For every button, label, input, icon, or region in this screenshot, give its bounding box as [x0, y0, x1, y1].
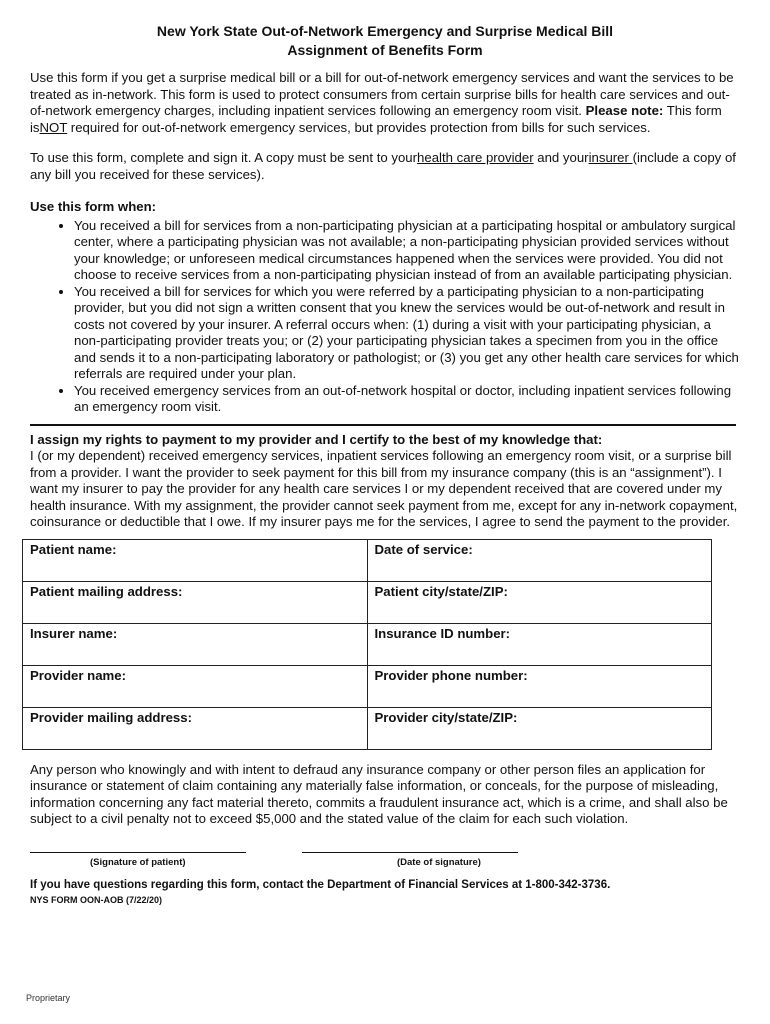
use-when-bullet-2: • You received a bill for services for which you were referred by a participating physician to a non-participating provider, but you did not sign a written consent that you knew the services would be out-of-network and result in costs not covered by your insurer. A referral occurs when: (1) during a visit with your participating physician, a non-participating provider treats you; or (2) your participating physician takes a specimen from you in the office and sends it to a non-participating laboratory or pathologist; or (3) you get any other health care services for which referrals are required under your plan.: [74, 284, 740, 383]
fraud-warning: Any person who knowingly and with intent to defraud any insurance company or other person files an application for insurance or statement of claim containing any materially false information, or conceals, for the purpose of misleading, information concerning any fact material thereto, commits a fraudulent insurance act, which is a crime, and shall also be subject to a civil penalty not to exceed $5,000 and the stated value of the claim for each such violation.: [30, 761, 728, 826]
not-emphasis: NOT: [39, 119, 68, 135]
provider-phone-field[interactable]: [367, 665, 712, 707]
please-note-label: Please note:: [585, 103, 664, 118]
field-label: Provider mailing address:: [30, 709, 192, 725]
use-when-bullet-1: • You received a bill for services from a non-participating physician at a participating hospital or ambulatory surgical center, where a participating physician was not available; a non-participating physician provided services without your knowledge; or unforeseen medical circumstances happened when the services were provided. You did not choose to receive services from a non-participating physician instead of from an available participating physician.: [74, 218, 740, 284]
form-title-line-1: New York State Out-of-Network Emergency and Surprise Medical Bill: [156, 23, 614, 39]
to-use-text-a: To use this form, complete and sign it. A copy must be sent to your: [30, 150, 418, 165]
form-number: NYS FORM OON-AOB (7/22/20): [30, 894, 163, 905]
field-label: Patient city/state/ZIP:: [374, 583, 508, 599]
provider-mailing-address-field[interactable]: [23, 707, 368, 749]
field-label: Insurance ID number:: [374, 625, 511, 641]
use-when-list: [30, 218, 740, 416]
use-when-heading: Use this form when:: [30, 199, 157, 214]
insurer-link[interactable]: insurer: [588, 150, 633, 165]
table-row: [23, 581, 712, 623]
patient-info-table: [22, 539, 712, 750]
field-label: Patient mailing address:: [30, 583, 183, 599]
table-row: [23, 623, 712, 665]
field-label: Insurer name:: [30, 625, 118, 641]
field-label: Provider phone number:: [374, 667, 528, 683]
patient-mailing-address-field[interactable]: [23, 581, 368, 623]
date-of-signature-line[interactable]: [302, 852, 518, 853]
table-row: [23, 707, 712, 749]
form-page: [30, 22, 740, 906]
signature-label: (Signature of patient): [90, 856, 186, 868]
table-row: [23, 539, 712, 581]
date-of-signature-label: (Date of signature): [397, 856, 481, 868]
date-of-service-field[interactable]: [367, 539, 712, 581]
intro-text-b: This form is: [30, 103, 722, 135]
intro-paragraph: [30, 70, 740, 136]
intro-text-c: required for out-of-network emergency services, but provides protection from bills for such services.: [67, 119, 651, 135]
assign-heading: I assign my rights to payment to my provider and I certify to the best of my knowledge that:: [30, 431, 603, 447]
insurer-name-field[interactable]: [23, 623, 368, 665]
signature-line[interactable]: [30, 852, 246, 853]
to-use-text-c: (include a copy of any bill you received for these services).: [30, 150, 736, 182]
to-use-text-b: and your: [533, 150, 589, 165]
signature-area: [30, 842, 740, 872]
health-care-provider-link[interactable]: health care provider: [417, 150, 534, 165]
field-label: Provider city/state/ZIP:: [374, 709, 518, 725]
to-use-paragraph: [30, 150, 740, 183]
patient-city-state-zip-field[interactable]: [367, 581, 712, 623]
provider-name-field[interactable]: [23, 665, 368, 707]
patient-name-field[interactable]: [23, 539, 368, 581]
intro-text-a: Use this form if you get a surprise medical bill or a bill for out-of-network emergency services and want the services to be treated as in-network. This form is used to protect consumers from certain surprise bills for health care services and out-of-network emergency charges, including inpatient services following an emergency room visit.: [30, 70, 734, 118]
form-title-line-2: Assignment of Benefits Form: [287, 42, 483, 58]
insurance-id-field[interactable]: [367, 623, 712, 665]
use-when-bullet-3: • You received emergency services from an out-of-network hospital or doctor, including inpatient services following an emergency room visit.: [74, 383, 740, 416]
provider-city-state-zip-field[interactable]: [367, 707, 712, 749]
section-divider: [30, 424, 736, 426]
contact-info: If you have questions regarding this form, contact the Department of Financial Services at 1-800-342-3736.: [30, 878, 611, 891]
field-label: Patient name:: [30, 541, 117, 557]
assign-paragraph: I (or my dependent) received emergency services, inpatient services following an emergency room visit, or a surprise bill from a provider. I want the provider to seek payment for this bill from my insurance company (this is an “assignment”). I want my insurer to pay the provider for any health care services I or my dependent received that are covered under my health insurance. With my assignment, the provider cannot seek payment from me, except for any in-network copayment, coinsurance or deductible that I owe. If my insurer pays me for the services, I agree to send the payment to the provider.: [30, 448, 738, 529]
proprietary-label: Proprietary: [26, 993, 71, 1003]
field-label: Date of service:: [374, 541, 473, 557]
field-label: Provider name:: [30, 667, 127, 683]
table-row: [23, 665, 712, 707]
